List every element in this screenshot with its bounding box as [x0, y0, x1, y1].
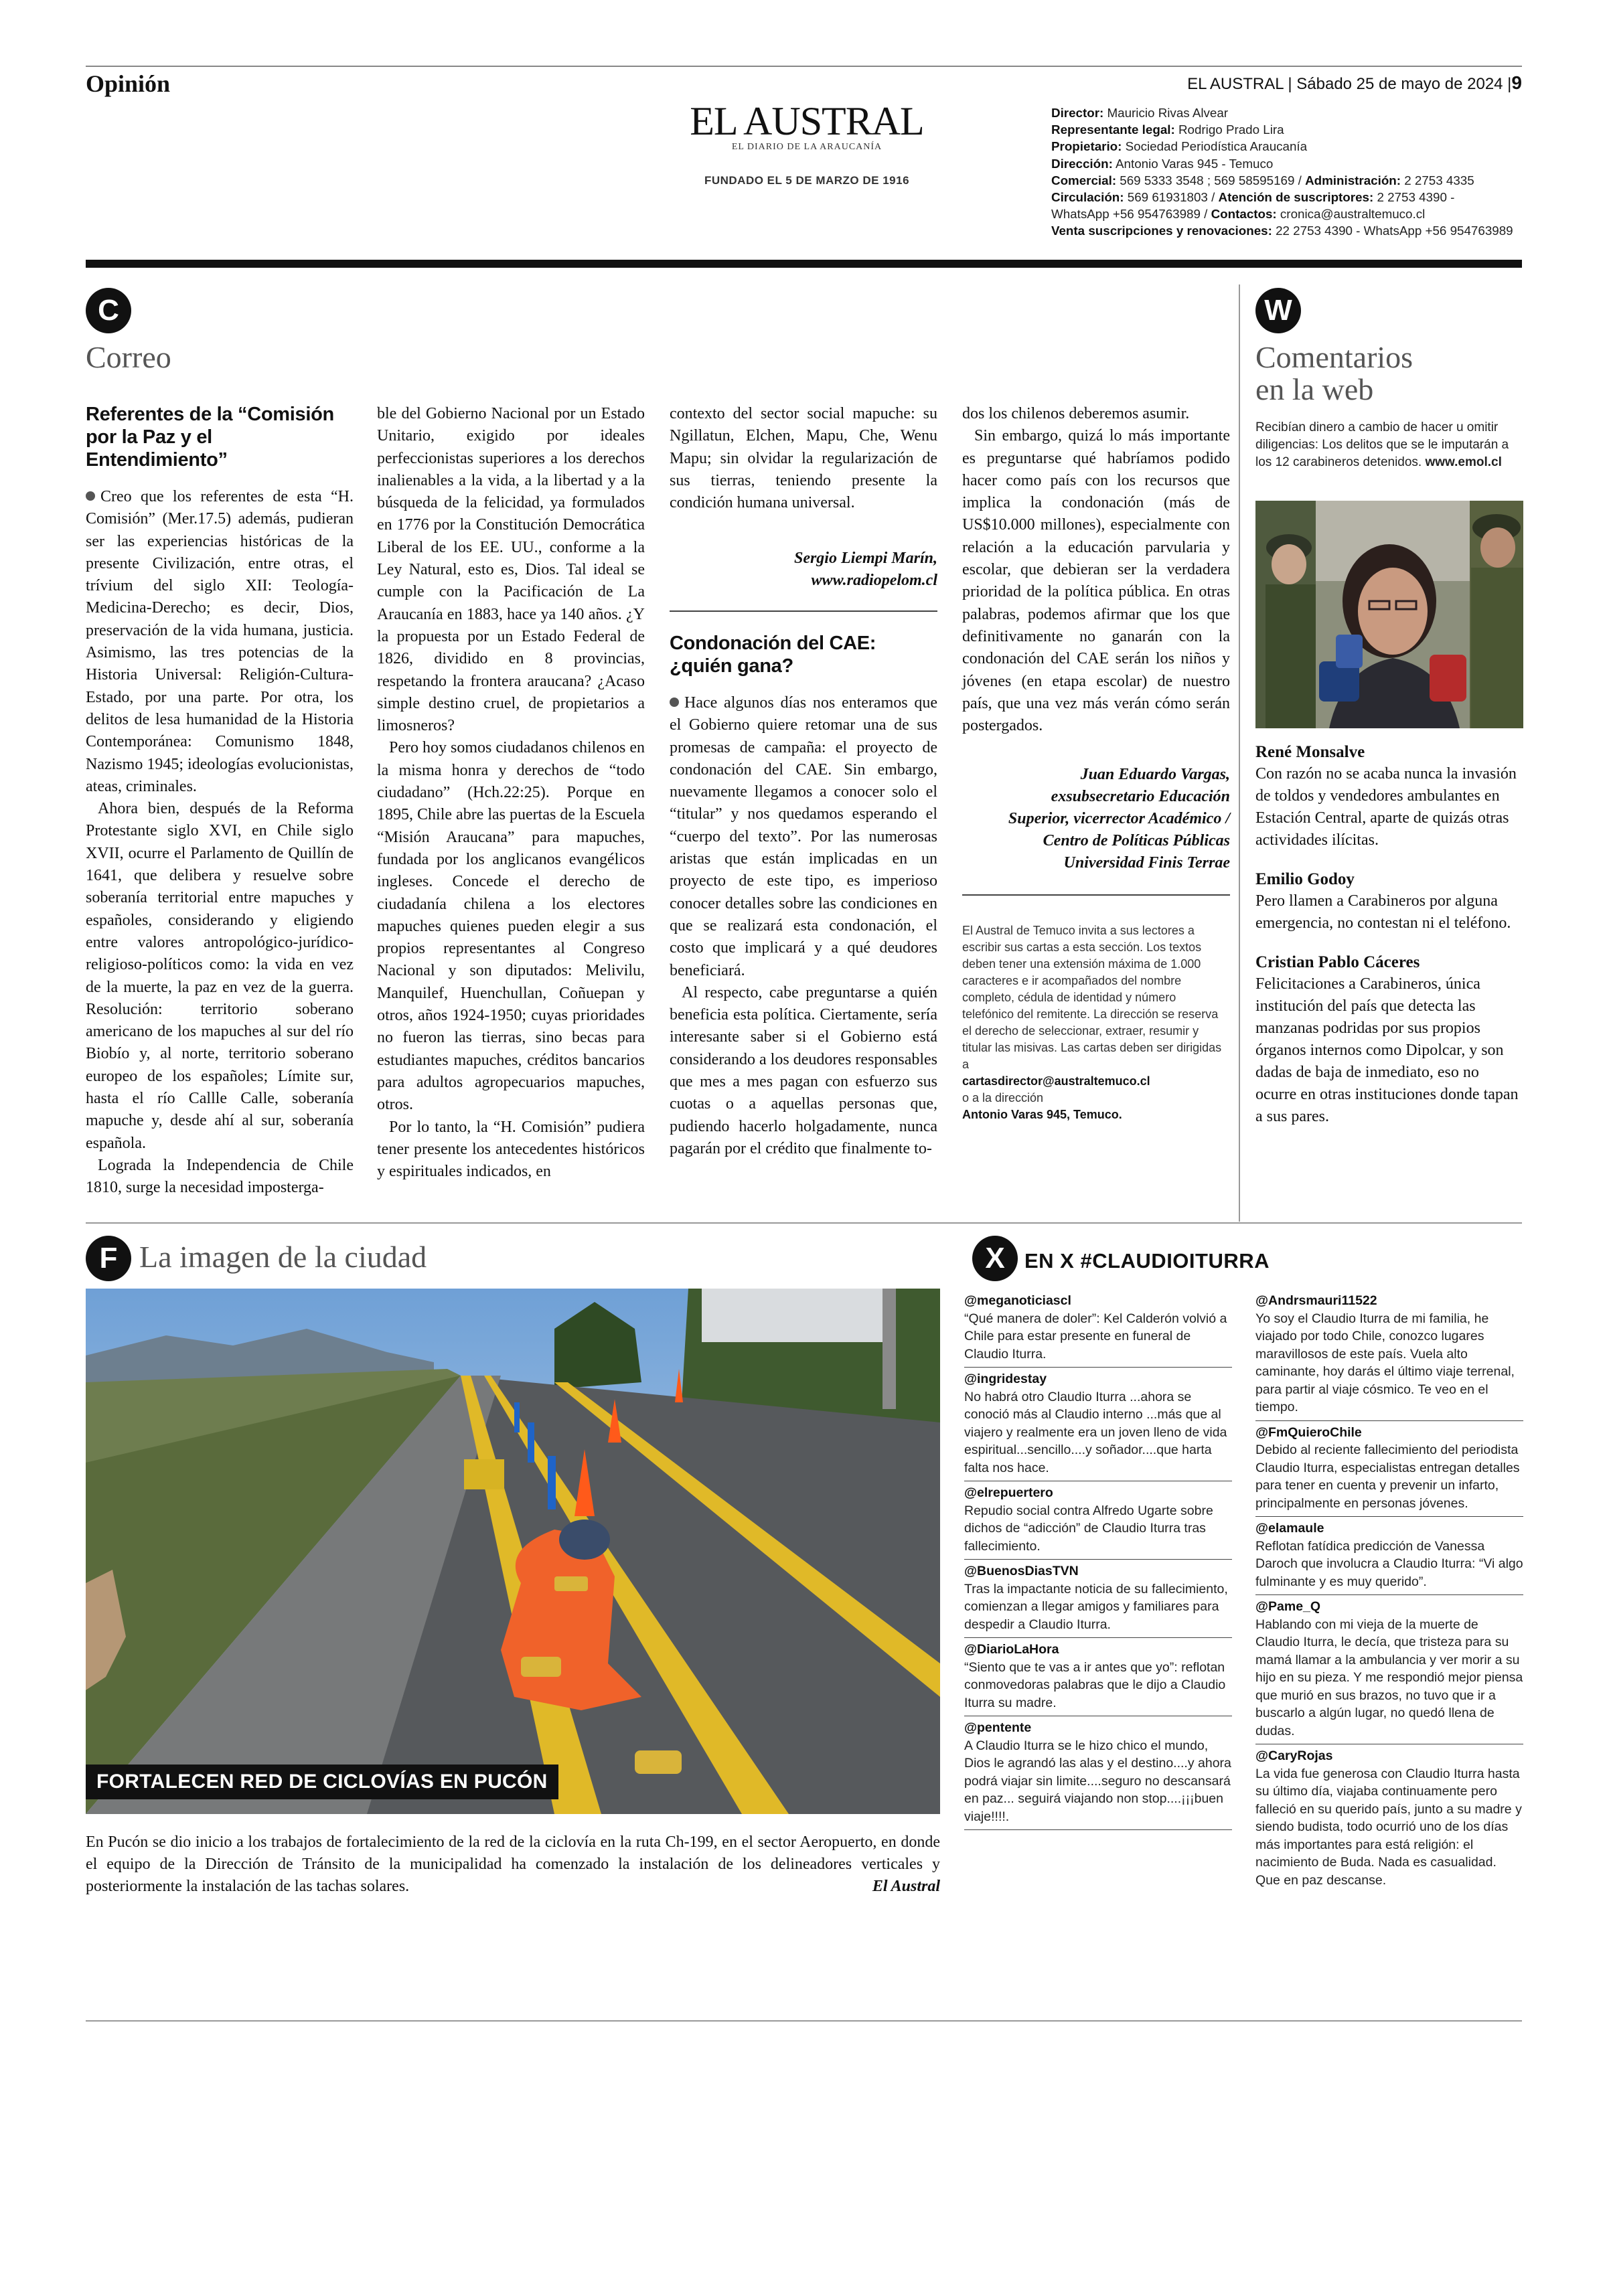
letter1-body-col3: contexto del sector social mapuche: su Ngillatun, Elchen, Mapu, Che, Wenu Mapu; sin olvidar la regularización de sus tierras, teniendo presente la condición humana universal.: [670, 405, 937, 512]
folio: [1172, 72, 1522, 94]
tweet-handle[interactable]: @ingridestay: [964, 1372, 1047, 1386]
section-letter-x: X: [972, 1236, 1018, 1281]
tweet-text: “Siento que te vas a ir antes que yo”: reflotan conmovedoras palabras que le dijo a Claudio Iturra su madre.: [964, 1659, 1226, 1710]
staff-line: Director: Mauricio Rivas Alvear: [1051, 106, 1229, 120]
imagen-title: La imagen de la ciudad: [139, 1240, 427, 1274]
tweet-text: No habrá otro Claudio Iturra ...ahora se conoció más al Claudio interno ...más que al viajero y realmente era un joven lleno de vida espiritual...sencillo....y soñador....que harta falta nos hace.: [964, 1389, 1227, 1475]
tweet-text: A Claudio Iturra se le hizo chico el mundo, Dios le agrandó las alas y el destino....y ahora podrá viajar sin limite....seguro no descansará en paz... seguirá viajando non stop....¡¡¡buen viaje!!!!.: [964, 1738, 1231, 1824]
comment-text: Pero llamen a Carabineros por alguna emergencia, no contestan ni el teléfono.: [1255, 892, 1511, 932]
comment-text: Felicitaciones a Carabineros, única institución del país que detecta las manzanas podridas por sus propios órganos internos como Dipolcar, y son dadas de baja de inmediato, eso no ocurre en otras instituciones donde tapan a sus pares.: [1255, 975, 1519, 1125]
x-column2: [1255, 1289, 1523, 1893]
letter1-signature: Sergio Liempi Marín, www.radiopelom.cl: [793, 550, 937, 590]
web-title: Comentarios en la web: [1255, 340, 1413, 406]
tweet-text: Repudio social contra Alfredo Ugarte sobre dichos de “adicción” de Claudio Iturra tras fallecimiento.: [964, 1503, 1213, 1554]
photo-caption: FORTALECEN RED DE CICLOVÍAS EN PUCÓN: [86, 1765, 558, 1799]
tweet: [1255, 1289, 1523, 1421]
tweet: [1255, 1517, 1523, 1595]
staff-line: Representante legal: Rodrigo Prado Lira: [1051, 122, 1284, 137]
folio-date: EL AUSTRAL | Sábado 25 de mayo de 2024 |: [1187, 75, 1512, 93]
tweet-handle[interactable]: @elamaule: [1255, 1521, 1324, 1536]
staff-line: Comercial: 569 5333 3548 ; 569 58595169 / Administración: 2 2753 4335: [1051, 173, 1474, 187]
header-heavy-rule: [86, 260, 1522, 268]
tweet-handle[interactable]: @Andrsmauri11522: [1255, 1293, 1377, 1308]
x-column1: [964, 1289, 1232, 1830]
tweet: [964, 1716, 1232, 1830]
masthead-logo: [670, 100, 944, 187]
bullet-icon: [86, 491, 95, 501]
letter-divider: [670, 610, 937, 612]
tweet-handle[interactable]: @BuenosDiasTVN: [964, 1564, 1079, 1578]
staff-box: [1051, 104, 1533, 240]
letters-email[interactable]: cartasdirector@australtemuco.cl: [962, 1074, 1150, 1088]
letter1-body-col1: Creo que los referentes de esta “H. Comisión” (Mer.17.5) además, pudieran ser las experiencias históricas de la presente Civilización, entre otras, el trívium del siglo XII: Teología-Medicina-Derecho; es decir, Dios, preservación de la vida humana, justicia. Asimismo, las tres potencias de la Historia Universal: Religión-Cultura-Estado, por una parte. Por otra, los delitos de lesa humanidad de la Historia Contemporánea: Comunismo 1848, Nazismo 1945; ideologías evolucionistas, ateas, criminales. Ahora bien, después de la Reforma Protestante siglo XVI, en Chile siglo XVII, ocurre el Parlamento de Quillín de 1641, que delibera y resuelve sobre soberanía territorial entre mapuches y españoles, considerando y eligiendo entre valores antropológico-jurídico-religioso-políticos como: la vida en vez de la muerte, la paz en vez de la guerra. Resolución: territorio soberano americano de los mapuches al sur del río Biobío y, al norte, territorio soberano europeo de los españoles; Límite sur, hasta el río Callle Calle, soberanía mapuche y, desde ahí al sur, soberanía española. Lograda la Independencia de Chile 1810, surge la necesidad imposterga-: [86, 488, 354, 1197]
letter2-column4: [962, 403, 1230, 1123]
page-number: 9: [1511, 72, 1522, 93]
letter-column3: [670, 403, 937, 1160]
letter1-column1: [86, 403, 354, 1200]
tweet-handle[interactable]: @pentente: [964, 1720, 1032, 1735]
letter1-headline: Referentes de la “Comisión por la Paz y el Entendimiento”: [86, 404, 334, 471]
comment-author: Emilio Godoy: [1255, 870, 1355, 888]
tweet-handle[interactable]: @Pame_Q: [1255, 1599, 1321, 1614]
section-letter-f: F: [86, 1236, 131, 1281]
imagen-credit: El Austral: [739, 1876, 940, 1898]
correo-title: Correo: [86, 340, 171, 374]
tweet-text: “Qué manera de doler”: Kel Calderón volvió a Chile para estar presente en funeral de Claudio Iturra.: [964, 1311, 1227, 1362]
web-comments: [1255, 742, 1523, 1128]
section-letter-w: W: [1255, 288, 1301, 333]
tweet: [964, 1560, 1232, 1638]
tweet-handle[interactable]: @meganoticiascl: [964, 1293, 1071, 1308]
comment-author: Cristian Pablo Cáceres: [1255, 953, 1420, 971]
tweet-text: La vida fue generosa con Claudio Iturra hasta su último día, viajaba continuamente pero falleció en su querido país, junto a su madre y siendo budista, todo ocurrió uno de los días más importantes para está religión: el nacimiento de Buda. Nada es casualidad. Que en paz descanse.: [1255, 1766, 1522, 1888]
bottom-rule: [86, 2020, 1522, 2022]
letters-notice: El Austral de Temuco invita a sus lectores a escribir sus cartas a esta sección. Los textos deben tener una extensión máxima de 1.000 caracteres e ir acompañados del nombre completo, cédula de identidad y número telefónico del remitente. La dirección se reserva el derecho de seleccionar, extraer, resumir y titular las misivas. Las cartas deben ser dirigidas a cartasdirector@australtemuco.cl o a la dirección Antonio Varas 945, Temuco.: [962, 922, 1230, 1123]
tweet-text: Debido al reciente fallecimiento del periodista Claudio Iturra, especialistas entregan detalles para tener en cuenta y prevenir un infarto, principalmente en personas jóvenes.: [1255, 1443, 1520, 1511]
tweet-handle[interactable]: @DiarioLaHora: [964, 1642, 1059, 1657]
tweet-handle[interactable]: @FmQuieroChile: [1255, 1424, 1362, 1440]
letter2-body-col4: dos los chilenos deberemos asumir. Sin embargo, quizá lo más importante es preguntarse qué habríamos podido hacer como país con los recursos que implica la condonación (más de US$10.000 millones), especialmente con relación a la educación parvularia y escolar, que debieran ser la verdadera prioridad de la política pública. En otras palabras, podemos afirmar que los que definitivamente no ganarán con la condonación del CAE serán los niños y jóvenes (en etapa escolar) de nuestro país, que una vez más verán cómo serán postergados.: [962, 405, 1230, 735]
notice-divider: [962, 894, 1230, 896]
tweet: [1255, 1744, 1523, 1893]
section-label: Opinión: [86, 70, 171, 97]
tweet-text: Yo soy el Claudio Iturra de mi familia, he viajado por todo Chile, conozco lugares maravillosos de este país. Vuela alto caminante, hoy darás el último viaje terrenal, para partir al viaje cósmico. Te veo en el tiempo.: [1255, 1311, 1515, 1414]
section-letter-c: C: [86, 288, 131, 333]
top-rule: [86, 66, 1522, 67]
carabineros-photo: [1255, 501, 1523, 728]
founded-line: FUNDADO EL 5 DE MARZO DE 1916: [704, 174, 910, 187]
staff-line: Venta suscripciones y renovaciones: 22 2753 4390 - WhatsApp +56 954763989: [1051, 224, 1513, 238]
letter2-headline: Condonación del CAE: ¿quién gana?: [670, 632, 876, 677]
comment-text: Con razón no se acaba nunca la invasión de toldos y vendedores ambulantes en Estación Central, aparte de quizás otras actividades ilícitas.: [1255, 765, 1517, 849]
tweet-handle[interactable]: @CaryRojas: [1255, 1748, 1333, 1763]
letter2-signature: Juan Eduardo Vargas, exsubsecretario Educación Superior, vicerrector Académico / Centro de Políticas Públicas Universidad Finis Terrae: [1008, 766, 1230, 872]
letter2-body-col3: Hace algunos días nos enteramos que el Gobierno quiere retomar una de sus promesas de campaña: el proyecto de condonación del CAE. Sin embargo, nuevamente llegamos a conocer solo el “titular” y nos quedamos esperando el “cuerpo del texto”. Por las numerosas aristas que están implicadas en un proyecto de este tipo, es imperioso conocer detalles sobre las condiciones en que se realizará esta condonación, el costo que implicará y a qué deudores beneficiará. Al respecto, cabe preguntarse a quién beneficia esta política. Ciertamente, sería interesante saber si el Gobierno está considerando a los deudores responsables que mes a mes pagan con esfuerzo sus cuotas o a aquellas personas que, pudiendo hacerlo holgadamente, nunca pagarán por el crédito que finalmente to-: [670, 693, 937, 1157]
comment-item: [1255, 952, 1523, 1128]
tweet: [1255, 1421, 1523, 1518]
tweet: [1255, 1595, 1523, 1744]
tweet-text: Tras la impactante noticia de su fallecimiento, comienzan a llegar amigos y familiares para despedir a Claudio Iturra.: [964, 1581, 1228, 1632]
comment-author: René Monsalve: [1255, 743, 1365, 761]
tweet-handle[interactable]: @elrepuertero: [964, 1485, 1053, 1500]
web-lead: Recibían dinero a cambio de hacer u omitir diligencias: Los delitos que se le imputarán a los 12 carabineros detenidos. www.emol.cl: [1255, 420, 1509, 469]
road-illustration: [86, 1289, 940, 1814]
staff-line: WhatsApp +56 954763989 / Contactos: cronica@australtemuco.cl: [1051, 207, 1426, 222]
staff-line: Dirección: Antonio Varas 945 - Temuco: [1051, 156, 1274, 171]
tweet: [964, 1289, 1232, 1368]
column-separator: [1239, 284, 1240, 1222]
web-lead-source[interactable]: www.emol.cl: [1425, 455, 1502, 469]
city-photo: [86, 1289, 940, 1814]
tweet-text: Reflotan fatídica predicción de Vanessa Daroch que involucra a Claudio Iturra: “Vi algo fulminante y es muy querido”.: [1255, 1538, 1523, 1589]
tweet: [964, 1481, 1232, 1560]
staff-line: Propietario: Sociedad Periodística Araucanía: [1051, 139, 1308, 154]
imagen-body: En Pucón se dio inicio a los trabajos de fortalecimiento de la red de la ciclovía en la ruta Ch-199, en el sector Aeropuerto, en donde el equipo de la Dirección de Tránsito de la municipalidad ha comenzado la instalación de los delineadores verticales y posteriormente la instalación de las tachas solares.: [86, 1833, 940, 1895]
tweet: [964, 1638, 1232, 1716]
tweet: [964, 1368, 1232, 1481]
letters-address: Antonio Varas 945, Temuco.: [962, 1107, 1122, 1121]
section-rule: [86, 1222, 1522, 1224]
x-title: EN X #CLAUDIOITURRA: [1024, 1249, 1270, 1273]
staff-line: Circulación: 569 61931803 / Atención de suscriptores: 2 2753 4390 -: [1051, 190, 1455, 205]
bullet-icon: [670, 698, 679, 707]
comment-item: [1255, 869, 1523, 934]
comment-item: [1255, 742, 1523, 851]
tweet-text: Hablando con mi vieja de la muerte de Claudio Iturra, le decía, que tristeza para su mamá llamar a la ambulancia y ver morir a su hijo en su pieza. Y me respondió mejor piensa que murió en sus brazos, no tuvo que ir a buscarlo a algún lugar, no quedó llena de dudas.: [1255, 1617, 1523, 1738]
letter1-body-col2: ble del Gobierno Nacional por un Estado Unitario, exigido por ideales perfeccionistas superiores a los derechos inalienables a la vida, a la libertad y a la búsqueda de la felicidad, ya formulados en 1776 por la Constitución Democrática Liberal de los EE. UU., conforme a la Ley Natural, esto es, Dios. Tal ideal se cumple con la Pacificación de La Araucanía en 1883, hace ya 140 años. ¿Y la propuesta por un Estado Federal de 1826, dividido en 8 provincias, respetando la frontera araucana? ¿Acaso simple destino cruel, de propietarios a limosneros? Pero hoy somos ciudadanos chilenos en la misma honra y derechos de “todo ciudadano” (Hch.22:25). Porque en 1895, Chile abre las puertas de la Escuela “Misión Araucana” para mapuches, fundada por los anglicanos evangélicos ingleses. Concede el derecho de ciudadanía chilena a los electores mapuches quienes pueden elegir a sus propios representantes al Congreso Nacional y son diputados: Melivilu, Manquilef, Huenchullan, Coñuepan y otros, años 1924-1950; cuyas prioridades no fueron las tierras, sino becas para estudiantes mapuches, créditos bancarios para adultos agropecuarios mapuches, otros. Por lo tanto, la “H. Comisión” pudiera tener presente los antecedentes históricos y espirituales indicados, en: [377, 405, 645, 1181]
logo-subtitle: EL DIARIO DE LA ARAUCANÍA: [731, 142, 883, 152]
logo-text: EL AUSTRAL: [690, 99, 924, 143]
